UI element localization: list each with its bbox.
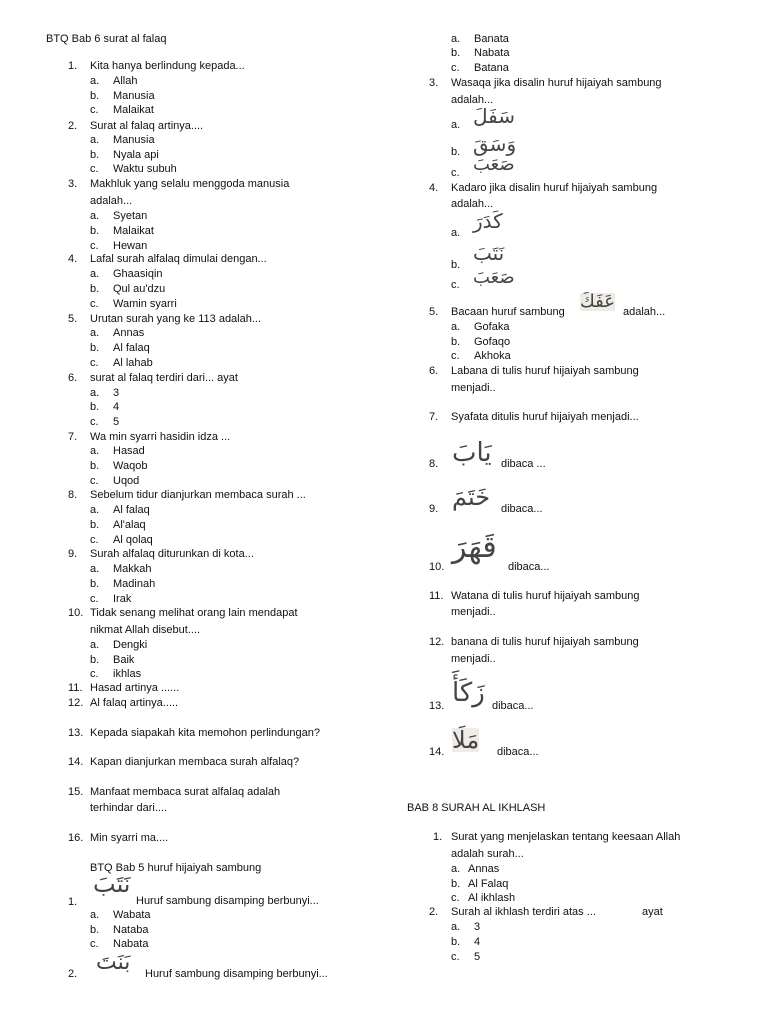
option-letter: c. (451, 62, 460, 74)
question-number: 13. (68, 727, 84, 739)
question-number: 16. (68, 832, 84, 844)
question-text-cont: nikmat Allah disebut.... (90, 624, 201, 636)
option-letter: c. (451, 279, 460, 291)
question-number: 1. (68, 60, 78, 72)
option-text: Al'alaq (113, 519, 146, 531)
question-text-cont: adalah... (451, 198, 494, 210)
question-number: 7. (68, 431, 78, 443)
option-letter: b. (90, 460, 100, 472)
question-number: 3. (68, 178, 78, 190)
question-number: 2. (429, 906, 439, 918)
option-letter: c. (90, 534, 99, 546)
option-letter: b. (90, 342, 100, 354)
option-letter: c. (90, 593, 99, 605)
question-number: 4. (68, 253, 78, 265)
question-text: Makhluk yang selalu menggoda manusia (90, 178, 290, 190)
arabic-option: سَفَلَ (473, 104, 516, 128)
option-text: Malaikat (113, 225, 154, 237)
option-letter: b. (90, 90, 100, 102)
option-letter: b. (90, 519, 100, 531)
question-text-end: adalah... (623, 306, 666, 318)
question-number: 12. (429, 636, 445, 648)
question-text-cont: adalah... (451, 94, 494, 106)
question-number: 15. (68, 786, 84, 798)
question-number: 14. (429, 746, 445, 758)
option-text: Akhoka (474, 350, 511, 362)
option-text: Irak (113, 593, 132, 605)
question-text-cont: menjadi.. (451, 606, 496, 618)
question-number: 2. (68, 968, 78, 980)
question-text: Syafata ditulis huruf hijaiyah menjadi... (451, 411, 639, 423)
question-text: dibaca... (492, 700, 534, 712)
option-text: Waqob (113, 460, 148, 472)
option-text: Banata (474, 33, 509, 45)
question-text: Kita hanya berlindung kepada... (90, 60, 245, 72)
option-text: 3 (113, 387, 120, 399)
question-text: dibaca... (508, 561, 550, 573)
question-text: surat al falaq terdiri dari... ayat (90, 372, 238, 384)
question-text-cont: menjadi.. (451, 653, 496, 665)
section-title: BAB 8 SURAH AL IKHLASH (407, 802, 546, 814)
option-text: Manusia (113, 134, 155, 146)
option-letter: c. (90, 163, 99, 175)
option-text: Manusia (113, 90, 155, 102)
option-text: Allah (113, 75, 138, 87)
section-title: BTQ Bab 5 huruf hijaiyah sambung (90, 862, 262, 874)
question-text: Lafal surah alfalaq dimulai dengan... (90, 253, 267, 265)
option-letter: a. (90, 563, 100, 575)
option-letter: b. (451, 336, 461, 348)
option-letter: a. (451, 227, 461, 239)
question-text-cont: terhindar dari.... (90, 802, 168, 814)
question-text: Wasaqa jika disalin huruf hijaiyah sambung (451, 77, 662, 89)
arabic-option: صَعَبَ (473, 154, 515, 175)
question-number: 13. (429, 700, 445, 712)
option-text: Makkah (113, 563, 152, 575)
option-text: 4 (113, 401, 120, 413)
option-text: Nataba (113, 924, 149, 936)
question-number: 1. (433, 831, 443, 843)
option-letter: a. (451, 921, 461, 933)
arabic-option: وَسَقَ (473, 132, 517, 156)
option-letter: a. (451, 33, 461, 45)
question-text-cont: adalah surah... (451, 848, 524, 860)
question-text: Bacaan huruf sambung (451, 306, 565, 318)
option-letter: b. (90, 924, 100, 936)
option-text: Nyala api (113, 149, 159, 161)
question-number: 11. (68, 682, 83, 694)
option-text: Baik (113, 654, 135, 666)
option-letter: b. (451, 878, 461, 890)
option-letter: a. (90, 75, 100, 87)
arabic-word: عَفَكَ (580, 291, 616, 312)
arabic-word: يَابَ (452, 438, 492, 468)
question-text: Hasad artinya ...... (90, 682, 180, 694)
question-number: 8. (68, 489, 78, 501)
option-text: 4 (474, 936, 481, 948)
option-letter: a. (90, 210, 100, 222)
question-text: Sebelum tidur dianjurkan membaca surah ... (90, 489, 306, 501)
option-letter: a. (451, 321, 461, 333)
question-text: Watana di tulis huruf hijaiyah sambung (451, 590, 640, 602)
question-number: 14. (68, 756, 84, 768)
question-number: 2. (68, 120, 78, 132)
option-text: Al lahab (113, 357, 153, 369)
option-letter: b. (90, 401, 100, 413)
question-text: Surah alfalaq diturunkan di kota... (90, 548, 254, 560)
question-number: 10. (429, 561, 445, 573)
question-number: 11. (429, 590, 444, 602)
arabic-word: بَنَتَ (96, 950, 131, 975)
option-letter: c. (451, 951, 460, 963)
option-text: Wabata (113, 909, 151, 921)
option-text: 5 (474, 951, 481, 963)
question-text: Manfaat membaca surat alfalaq adalah (90, 786, 281, 798)
arabic-option: نَتَبَ (473, 241, 505, 265)
option-letter: a. (90, 387, 100, 399)
question-number: 6. (429, 365, 439, 377)
option-letter: a. (90, 504, 100, 516)
option-text: Gofaqo (474, 336, 511, 348)
option-text: Annas (468, 863, 500, 875)
option-text: Ghaasiqin (113, 268, 163, 280)
option-text: Qul au'dzu (113, 283, 166, 295)
option-text: Annas (113, 327, 145, 339)
option-letter: b. (90, 283, 100, 295)
option-text: Batana (474, 62, 509, 74)
question-text: Al falaq artinya..... (90, 697, 179, 709)
arabic-option: صَعَبَ (473, 267, 515, 288)
option-letter: a. (90, 445, 100, 457)
option-letter: a. (90, 327, 100, 339)
option-letter: b. (90, 149, 100, 161)
option-text: Nabata (113, 938, 149, 950)
question-text: Kadaro jika disalin huruf hijaiyah sambung (451, 182, 658, 194)
question-text: Kapan dianjurkan membaca surah alfalaq? (90, 756, 300, 768)
option-text: Hewan (113, 240, 148, 252)
option-text: Al qolaq (113, 534, 153, 546)
option-letter: c. (90, 104, 99, 116)
option-text: Nabata (474, 47, 510, 59)
option-letter: c. (451, 892, 460, 904)
option-text: 3 (474, 921, 481, 933)
question-number: 6. (68, 372, 78, 384)
option-letter: b. (451, 936, 461, 948)
option-letter: a. (451, 863, 461, 875)
option-letter: c. (451, 350, 460, 362)
option-text: Gofaka (474, 321, 510, 333)
question-number: 9. (429, 503, 439, 515)
question-text: banana di tulis huruf hijaiyah sambung (451, 636, 639, 648)
option-letter: a. (451, 119, 461, 131)
option-text: Madinah (113, 578, 156, 590)
option-letter: a. (90, 134, 100, 146)
question-text: Min syarri ma.... (90, 832, 169, 844)
question-text: Huruf sambung disamping berbunyi... (136, 895, 319, 907)
option-letter: b. (451, 259, 461, 271)
option-text: Hasad (113, 445, 145, 457)
option-text: ikhlas (113, 668, 142, 680)
question-number: 5. (68, 313, 78, 325)
option-text: Uqod (113, 475, 140, 487)
question-number: 10. (68, 607, 84, 619)
question-text: dibaca... (497, 746, 539, 758)
question-text: Urutan surah yang ke 113 adalah... (90, 313, 262, 325)
option-letter: a. (90, 909, 100, 921)
question-number: 4. (429, 182, 439, 194)
question-number: 9. (68, 548, 78, 560)
option-letter: c. (90, 240, 99, 252)
question-number: 3. (429, 77, 439, 89)
question-text: Kepada siapakah kita memohon perlindungan? (90, 727, 320, 739)
question-number: 5. (429, 306, 439, 318)
option-letter: b. (90, 654, 100, 666)
option-letter: c. (90, 938, 99, 950)
question-text-cont: menjadi.. (451, 382, 496, 394)
option-letter: c. (90, 357, 99, 369)
option-letter: c. (90, 475, 99, 487)
option-letter: c. (451, 167, 460, 179)
question-number: 1. (68, 896, 78, 908)
option-letter: a. (90, 268, 100, 280)
option-letter: b. (90, 578, 100, 590)
question-text: Surat al falaq artinya.... (90, 120, 204, 132)
option-text: Al falaq (113, 504, 150, 516)
arabic-word: قَهَرَ (452, 530, 497, 565)
option-text: Al ikhlash (468, 892, 516, 904)
question-text: Wa min syarri hasidin idza ... (90, 431, 231, 443)
arabic-word: خَتَمَ (452, 483, 491, 511)
option-letter: c. (90, 668, 99, 680)
option-letter: c. (90, 298, 99, 310)
question-text: Tidak senang melihat orang lain mendapat (90, 607, 298, 619)
arabic-word: زَكَأَ (452, 678, 485, 708)
option-text: Malaikat (113, 104, 154, 116)
option-letter: b. (451, 47, 461, 59)
option-text: Dengki (113, 639, 148, 651)
option-letter: b. (451, 146, 461, 158)
option-letter: c. (90, 416, 99, 428)
option-text: Syetan (113, 210, 148, 222)
question-text-end: ayat (642, 906, 663, 918)
question-text: Surat yang menjelaskan tentang keesaan Allah (451, 831, 681, 843)
question-text: Surah al ikhlash terdiri atas ... (451, 906, 596, 918)
arabic-word: نَتَبَ (93, 870, 131, 898)
question-number: 12. (68, 697, 84, 709)
arabic-word: مَلَا (452, 726, 480, 754)
option-letter: a. (90, 639, 100, 651)
question-text: Huruf sambung disamping berbunyi... (145, 968, 328, 980)
arabic-option: كَدَرَ (473, 209, 503, 233)
question-text: dibaca ... (501, 458, 546, 470)
option-text: Waktu subuh (113, 163, 177, 175)
option-letter: b. (90, 225, 100, 237)
option-text: Wamin syarri (113, 298, 177, 310)
option-text: 5 (113, 416, 120, 428)
question-text: dibaca... (501, 503, 543, 515)
option-text: Al falaq (113, 342, 150, 354)
question-text-cont: adalah... (90, 195, 133, 207)
question-text: Labana di tulis huruf hijaiyah sambung (451, 365, 639, 377)
question-number: 7. (429, 411, 439, 423)
question-number: 8. (429, 458, 439, 470)
option-text: Al Falaq (468, 878, 509, 890)
section-title: BTQ Bab 6 surat al falaq (46, 33, 167, 45)
